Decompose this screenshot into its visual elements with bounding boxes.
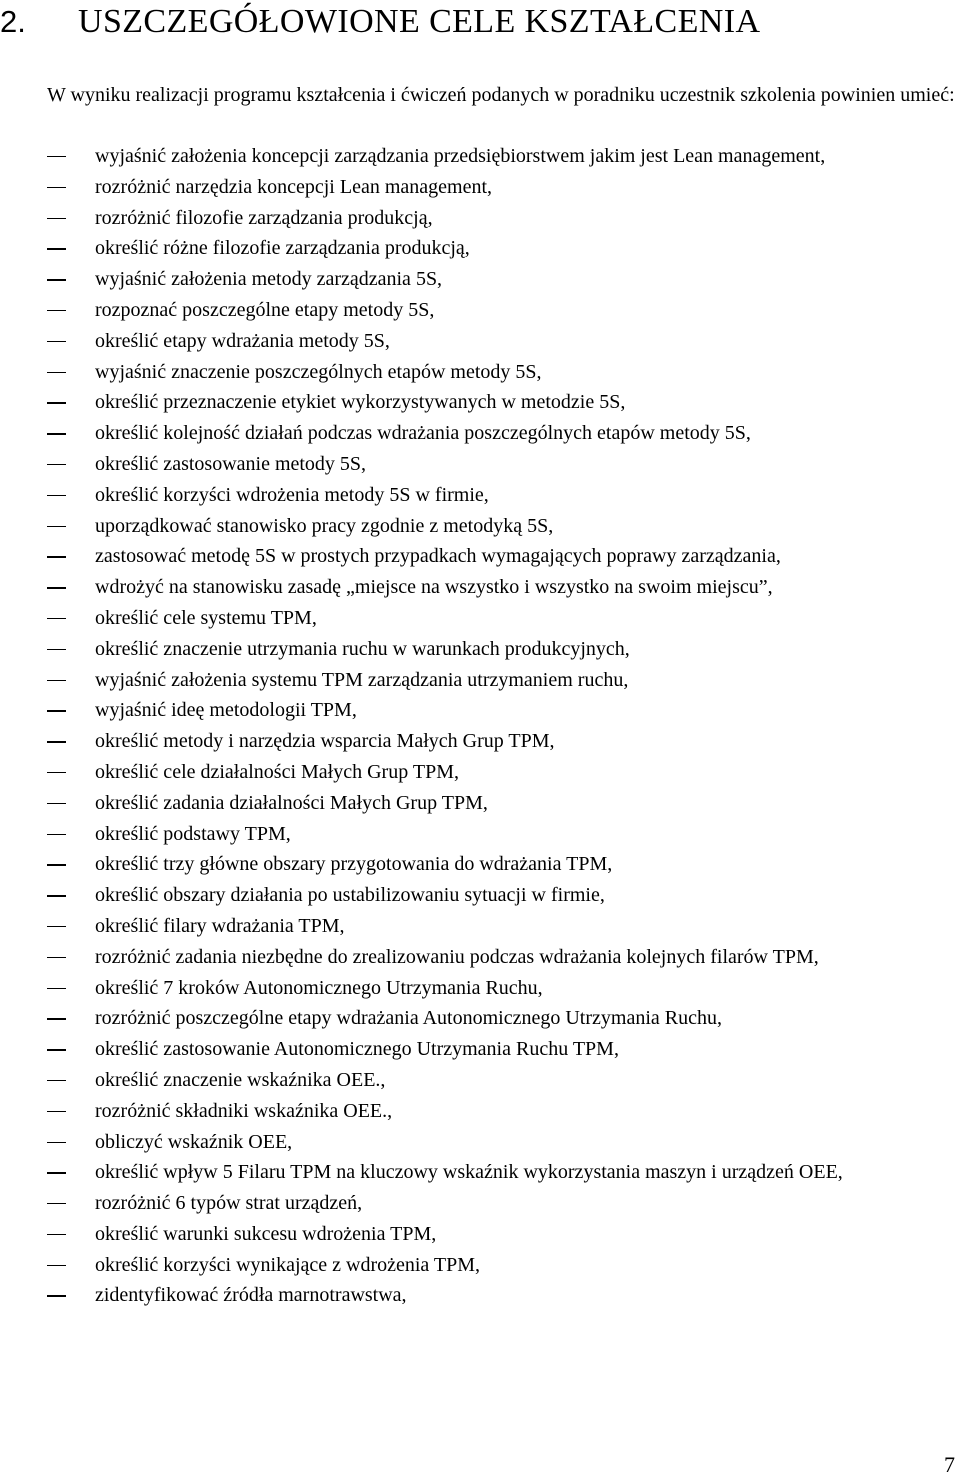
list-item	[0, 233, 955, 264]
list-item-text: zidentyfikować źródła marnotrawstwa,	[95, 1284, 407, 1307]
list-item-text: określić różne filozofie zarządzania produkcją,	[95, 237, 470, 260]
list-item-text: wyjaśnić założenia systemu TPM zarządzania utrzymaniem ruchu,	[95, 668, 629, 691]
list-item	[0, 1250, 955, 1281]
dash-bullet	[47, 710, 66, 711]
dash-bullet	[47, 834, 66, 835]
list-item-text: określić znaczenie utrzymania ruchu w warunkach produkcyjnych,	[95, 637, 630, 660]
list-item-text: określić znaczenie wskaźnika OEE.,	[95, 1068, 386, 1091]
list-item	[0, 849, 955, 880]
list-item	[0, 203, 955, 234]
dash-bullet	[47, 741, 66, 742]
list-item-text: zastosować metodę 5S w prostych przypadkach wymagających poprawy zarządzania,	[95, 545, 781, 568]
list-item-text: rozróżnić narzędzia koncepcji Lean management,	[95, 175, 493, 198]
list-item	[0, 326, 955, 357]
list-item	[0, 141, 955, 172]
list-item	[0, 511, 955, 542]
dash-bullet	[47, 803, 66, 804]
dash-bullet	[47, 464, 66, 465]
dash-bullet	[47, 957, 66, 958]
list-item-text: określić zastosowanie Autonomicznego Utrzymania Ruchu TPM,	[95, 1038, 619, 1061]
list-item	[0, 264, 955, 295]
list-item	[0, 357, 955, 388]
list-item-text: określić obszary działania po ustabilizowaniu sytuacji w firmie,	[95, 884, 605, 907]
list-item-text: określić warunki sukcesu wdrożenia TPM,	[95, 1222, 437, 1245]
intro-paragraph: W wyniku realizacji programu kształcenia i ćwiczeń podanych w poradniku uczestnik szkolenia powinien umieć:	[47, 84, 955, 106]
list-item-text: wyjaśnić znaczenie poszczególnych etapów metody 5S,	[95, 360, 542, 383]
dash-bullet	[47, 556, 66, 557]
list-item	[0, 880, 955, 911]
list-item	[0, 911, 955, 942]
list-item	[0, 1157, 955, 1188]
dash-bullet	[47, 1234, 66, 1235]
dash-bullet	[47, 772, 66, 773]
list-item-text: rozróżnić 6 typów strat urządzeń,	[95, 1192, 363, 1215]
list-item-text: określić kolejność działań podczas wdrażania poszczególnych etapów metody 5S,	[95, 422, 751, 445]
list-item	[0, 541, 955, 572]
list-item-text: rozróżnić filozofie zarządzania produkcją,	[95, 206, 433, 229]
list-item	[0, 1034, 955, 1065]
list-item	[0, 603, 955, 634]
list-item	[0, 788, 955, 819]
list-item-text: obliczyć wskaźnik OEE,	[95, 1130, 293, 1153]
list-item-text: uporządkować stanowisko pracy zgodnie z metodyką 5S,	[95, 514, 554, 537]
list-item-text: określić etapy wdrażania metody 5S,	[95, 329, 390, 352]
dash-bullet	[47, 341, 66, 342]
list-item-text: określić podstawy TPM,	[95, 822, 291, 845]
dash-bullet	[47, 864, 66, 865]
list-item	[0, 449, 955, 480]
list-item	[0, 1188, 955, 1219]
list-item-text: określić trzy główne obszary przygotowania do wdrażania TPM,	[95, 853, 613, 876]
dash-bullet	[47, 649, 66, 650]
dash-bullet	[47, 587, 66, 588]
dash-bullet	[47, 618, 66, 619]
list-item	[0, 634, 955, 665]
list-item	[0, 1065, 955, 1096]
list-item	[0, 418, 955, 449]
dash-bullet	[47, 680, 66, 681]
list-item-text: określić wpływ 5 Filaru TPM na kluczowy wskaźnik wykorzystania maszyn i urządzeń OEE,	[95, 1161, 843, 1184]
dash-bullet	[47, 156, 66, 157]
dash-bullet	[47, 279, 66, 280]
list-item-text: określić zadania działalności Małych Grup TPM,	[95, 791, 488, 814]
list-item-text: rozróżnić składniki wskaźnika OEE.,	[95, 1099, 393, 1122]
list-item-text: wyjaśnić ideę metodologii TPM,	[95, 699, 357, 722]
dash-bullet	[47, 1018, 66, 1019]
dash-bullet	[47, 1265, 66, 1266]
section-number: 2.	[0, 4, 26, 39]
list-item-text: rozróżnić poszczególne etapy wdrażania Autonomicznego Utrzymania Ruchu,	[95, 1007, 722, 1030]
list-item-text: określić przeznaczenie etykiet wykorzystywanych w metodzie 5S,	[95, 391, 626, 414]
dash-bullet	[47, 187, 66, 188]
dash-bullet	[47, 526, 66, 527]
list-item-text: określić korzyści wynikające z wdrożenia TPM,	[95, 1253, 481, 1276]
list-item	[0, 387, 955, 418]
list-item	[0, 1127, 955, 1158]
list-item-text: określić metody i narzędzia wsparcia Małych Grup TPM,	[95, 730, 555, 753]
list-item-text: określić korzyści wdrożenia metody 5S w firmie,	[95, 483, 489, 506]
list-item-text: rozróżnić zadania niezbędne do zrealizowaniu podczas wdrażania kolejnych filarów TPM,	[95, 945, 819, 968]
dash-bullet	[47, 988, 66, 989]
dash-bullet	[47, 495, 66, 496]
dash-bullet	[47, 218, 66, 219]
dash-bullet	[47, 1080, 66, 1081]
section-title: USZCZEGÓŁOWIONE CELE KSZTAŁCENIA	[78, 3, 761, 40]
page-number: 7	[944, 1452, 955, 1477]
list-item	[0, 1096, 955, 1127]
list-item-text: określić cele systemu TPM,	[95, 606, 317, 629]
dash-bullet	[47, 248, 66, 249]
list-item-text: określić filary wdrażania TPM,	[95, 914, 345, 937]
list-item	[0, 572, 955, 603]
dash-bullet	[47, 1295, 66, 1296]
dash-bullet	[47, 1172, 66, 1173]
list-item	[0, 480, 955, 511]
dash-bullet	[47, 1142, 66, 1143]
dash-bullet	[47, 433, 66, 434]
list-item	[0, 973, 955, 1004]
list-item-text: określić cele działalności Małych Grup TPM,	[95, 760, 459, 783]
list-item	[0, 942, 955, 973]
list-item-text: wyjaśnić założenia koncepcji zarządzania przedsiębiorstwem jakim jest Lean management,	[95, 145, 826, 167]
list-item	[0, 819, 955, 850]
list-item	[0, 172, 955, 203]
objectives-list	[0, 141, 960, 1311]
list-item	[0, 1219, 955, 1250]
list-item-text: określić zastosowanie metody 5S,	[95, 452, 367, 475]
list-item	[0, 665, 955, 696]
list-item-text: wyjaśnić założenia metody zarządzania 5S,	[95, 268, 443, 291]
list-item-text: wdrożyć na stanowisku zasadę „miejsce na wszystko i wszystko na swoim miejscu”,	[95, 576, 773, 599]
list-item-text: rozpoznać poszczególne etapy metody 5S,	[95, 298, 435, 321]
dash-bullet	[47, 310, 66, 311]
dash-bullet	[47, 372, 66, 373]
list-item	[0, 1280, 955, 1311]
dash-bullet	[47, 1203, 66, 1204]
section-heading	[0, 0, 960, 44]
list-item	[0, 695, 955, 726]
list-item-text: określić 7 kroków Autonomicznego Utrzymania Ruchu,	[95, 976, 543, 999]
list-item	[0, 295, 955, 326]
dash-bullet	[47, 895, 66, 896]
list-item	[0, 757, 955, 788]
dash-bullet	[47, 1049, 66, 1050]
list-item	[0, 1003, 955, 1034]
dash-bullet	[47, 402, 66, 403]
list-item	[0, 726, 955, 757]
dash-bullet	[47, 926, 66, 927]
dash-bullet	[47, 1111, 66, 1112]
